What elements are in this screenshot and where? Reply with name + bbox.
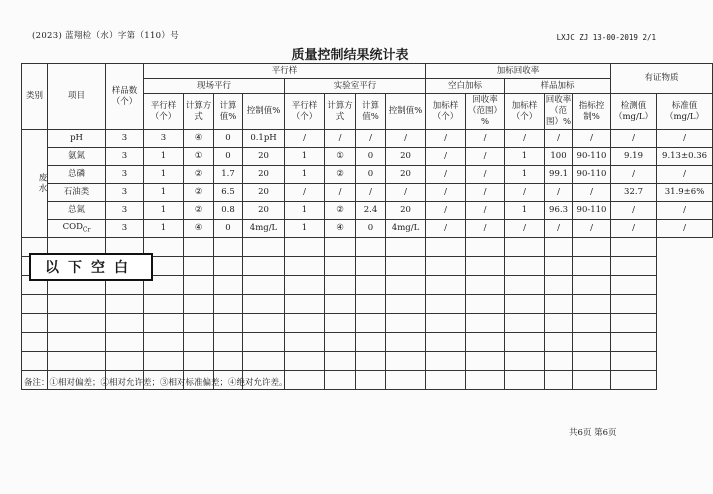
empty-cell [243, 238, 285, 257]
empty-cell [545, 257, 573, 276]
cell-item: 总氮 [48, 202, 106, 220]
cell-ss-n: / [505, 130, 545, 148]
cell-n: 3 [106, 166, 144, 184]
cell-lp-m: / [325, 130, 356, 148]
header-blank-spike: 空白加标 [426, 79, 505, 94]
empty-cell [22, 333, 48, 352]
cell-ss-c: / [573, 130, 611, 148]
empty-cell [356, 257, 386, 276]
cell-ss-c: 90-110 [573, 148, 611, 166]
empty-cell [611, 238, 657, 257]
page-title: 质量控制结果统计表 [291, 48, 409, 63]
table-row [22, 220, 713, 238]
cell-lp-c: / [386, 130, 426, 148]
header-cr-standard: 标准值（mg/L） [657, 94, 713, 130]
empty-cell [356, 333, 386, 352]
cell-cr-m: 9.19 [611, 148, 657, 166]
empty-cell [48, 314, 106, 333]
cell-ss-c: 90-110 [573, 202, 611, 220]
empty-cell [426, 295, 466, 314]
cell-fp-c: 20 [243, 166, 285, 184]
empty-cell [573, 333, 611, 352]
cell-fp-v: 6.5 [214, 184, 243, 202]
cell-fp-m: ② [184, 202, 214, 220]
empty-cell [214, 257, 243, 276]
empty-cell [243, 352, 285, 371]
cell-lp-c: 20 [386, 148, 426, 166]
empty-cell [325, 314, 356, 333]
cell-bs-r: / [466, 220, 505, 238]
empty-cell [184, 257, 214, 276]
cell-bs-n: / [426, 184, 466, 202]
empty-cell [611, 295, 657, 314]
cell-cr-m: / [611, 220, 657, 238]
cell-ss-r: / [545, 184, 573, 202]
empty-cell [243, 276, 285, 295]
empty-cell [144, 333, 184, 352]
header-field-parallel: 现场平行 [144, 79, 285, 94]
cell-lp-c: / [386, 184, 426, 202]
empty-cell [325, 276, 356, 295]
empty-cell [243, 314, 285, 333]
empty-cell [386, 276, 426, 295]
empty-cell [545, 276, 573, 295]
empty-cell [214, 352, 243, 371]
empty-table-row [22, 352, 713, 371]
empty-cell [184, 276, 214, 295]
header-bs-recovery: 回收率（范围）% [466, 94, 505, 130]
empty-cell [106, 314, 144, 333]
empty-cell [426, 371, 466, 390]
cell-lp-v: / [356, 184, 386, 202]
empty-cell [573, 314, 611, 333]
header-bs-count: 加标样（个） [426, 94, 466, 130]
cell-cr-s: / [657, 220, 713, 238]
cell-fp-c: 0.1pH [243, 130, 285, 148]
cell-lp-m: ② [325, 202, 356, 220]
cell-cr-m: / [611, 202, 657, 220]
empty-cell [466, 314, 505, 333]
cell-fp-n: 1 [144, 148, 184, 166]
cell-lp-v: 0 [356, 220, 386, 238]
empty-cell [545, 238, 573, 257]
table-row [22, 184, 713, 202]
empty-cell [325, 333, 356, 352]
empty-cell [106, 295, 144, 314]
cell-fp-m: ④ [184, 130, 214, 148]
table-row [22, 148, 713, 166]
empty-cell [611, 257, 657, 276]
cell-ss-n: / [505, 220, 545, 238]
empty-cell [386, 371, 426, 390]
cell-bs-n: / [426, 166, 466, 184]
empty-cell [356, 238, 386, 257]
empty-cell [22, 352, 48, 371]
cell-lp-m: ① [325, 148, 356, 166]
empty-cell [545, 314, 573, 333]
cell-bs-r: / [466, 184, 505, 202]
cell-item: pH [48, 130, 106, 148]
empty-table-row [22, 295, 713, 314]
cell-n: 3 [106, 130, 144, 148]
empty-cell [325, 295, 356, 314]
empty-cell [505, 333, 545, 352]
cell-fp-c: 20 [243, 184, 285, 202]
empty-cell [184, 352, 214, 371]
header-ss-index: 指标控制% [573, 94, 611, 130]
form-code: LXJC ZJ 13-00-2019 2/1 [556, 33, 656, 42]
empty-cell [386, 257, 426, 276]
header-spike-recovery: 加标回收率 [426, 64, 611, 79]
empty-cell [243, 333, 285, 352]
empty-cell [325, 371, 356, 390]
cell-lp-m: ④ [325, 220, 356, 238]
empty-cell [214, 276, 243, 295]
empty-cell [184, 295, 214, 314]
cell-ss-r: / [545, 130, 573, 148]
cell-item-subscript: Cr [82, 226, 91, 234]
category-cell: 废水 [22, 130, 48, 238]
empty-cell [466, 238, 505, 257]
empty-cell [545, 295, 573, 314]
cell-fp-m: ④ [184, 220, 214, 238]
header-lp-method: 计算方式 [325, 94, 356, 130]
empty-cell [285, 352, 325, 371]
empty-cell [356, 314, 386, 333]
cell-lp-n: 1 [285, 166, 325, 184]
empty-cell [426, 352, 466, 371]
cell-bs-n: / [426, 148, 466, 166]
cell-ss-c: / [573, 184, 611, 202]
cell-fp-c: 20 [243, 202, 285, 220]
empty-cell [243, 295, 285, 314]
header-cr-measured: 检测值（mg/L） [611, 94, 657, 130]
cell-cr-m: / [611, 130, 657, 148]
table-row [22, 130, 713, 148]
empty-cell [48, 333, 106, 352]
header-ss-recovery: 回收率（范围）% [545, 94, 573, 130]
empty-cell [356, 371, 386, 390]
header-sample-count: 样品数（个） [106, 64, 144, 130]
cell-bs-n: / [426, 220, 466, 238]
header-fp-count: 平行样（个） [144, 94, 184, 130]
cell-ss-n: / [505, 184, 545, 202]
empty-cell [48, 352, 106, 371]
empty-cell [214, 238, 243, 257]
empty-cell [356, 352, 386, 371]
empty-cell [386, 333, 426, 352]
header-sample-spike: 样品加标 [505, 79, 611, 94]
header-lp-control: 控制值% [386, 94, 426, 130]
empty-cell [184, 333, 214, 352]
table-row [22, 202, 713, 220]
cell-fp-v: 1.7 [214, 166, 243, 184]
empty-cell [505, 238, 545, 257]
cell-lp-v: / [356, 130, 386, 148]
cell-ss-c: 90-110 [573, 166, 611, 184]
empty-cell [386, 295, 426, 314]
empty-cell [285, 238, 325, 257]
empty-cell [426, 238, 466, 257]
empty-cell [325, 238, 356, 257]
blank-below-stamp: 以下空白 [29, 253, 153, 281]
header-parallel: 平行样 [144, 64, 426, 79]
empty-cell [505, 371, 545, 390]
cell-bs-r: / [466, 130, 505, 148]
cell-cr-s: 9.13±0.36 [657, 148, 713, 166]
cell-bs-n: / [426, 202, 466, 220]
empty-cell [426, 333, 466, 352]
cell-fp-n: 1 [144, 220, 184, 238]
empty-cell [325, 352, 356, 371]
empty-cell [611, 352, 657, 371]
empty-cell [573, 371, 611, 390]
cell-lp-c: 20 [386, 166, 426, 184]
cell-fp-n: 1 [144, 184, 184, 202]
empty-cell [48, 295, 106, 314]
empty-cell [285, 257, 325, 276]
header-certified-ref: 有证物质 [611, 64, 713, 94]
empty-cell [144, 295, 184, 314]
empty-cell [356, 276, 386, 295]
cell-n: 3 [106, 220, 144, 238]
cell-fp-c: 4mg/L [243, 220, 285, 238]
empty-cell [214, 333, 243, 352]
empty-cell [611, 333, 657, 352]
empty-cell [505, 314, 545, 333]
empty-cell [184, 314, 214, 333]
empty-cell [214, 314, 243, 333]
cell-lp-n: / [285, 130, 325, 148]
cell-cr-s: / [657, 166, 713, 184]
cell-fp-v: 0 [214, 130, 243, 148]
empty-cell [285, 333, 325, 352]
empty-cell [386, 352, 426, 371]
cell-lp-v: 0 [356, 148, 386, 166]
header-fp-control: 控制值% [243, 94, 285, 130]
header-fp-method: 计算方式 [184, 94, 214, 130]
header-lp-count: 平行样（个） [285, 94, 325, 130]
cell-ss-n: 1 [505, 148, 545, 166]
empty-cell [573, 295, 611, 314]
empty-cell [545, 371, 573, 390]
empty-cell [22, 314, 48, 333]
empty-cell [466, 257, 505, 276]
empty-table-row [22, 314, 713, 333]
cell-bs-n: / [426, 130, 466, 148]
page-number: 共6页 第6页 [569, 428, 617, 438]
cell-cr-m: 32.7 [611, 184, 657, 202]
empty-cell [545, 352, 573, 371]
cell-fp-c: 20 [243, 148, 285, 166]
cell-fp-n: 3 [144, 130, 184, 148]
cell-item: 石油类 [48, 184, 106, 202]
cell-item: 氨氮 [48, 148, 106, 166]
empty-cell [214, 295, 243, 314]
cell-lp-m: ② [325, 166, 356, 184]
cell-fp-v: 0 [214, 148, 243, 166]
empty-cell [505, 276, 545, 295]
cell-cr-s: / [657, 202, 713, 220]
table-row [22, 166, 713, 184]
empty-cell [243, 257, 285, 276]
cell-fp-v: 0.8 [214, 202, 243, 220]
cell-n: 3 [106, 202, 144, 220]
cell-n: 3 [106, 184, 144, 202]
header-category: 类别 [22, 64, 48, 130]
document-number: (2023) 蓝翔检（水）字第（110）号 [32, 31, 179, 41]
empty-cell [426, 257, 466, 276]
empty-table-row [22, 333, 713, 352]
cell-lp-m: / [325, 184, 356, 202]
cell-cr-m: / [611, 166, 657, 184]
empty-cell [505, 295, 545, 314]
cell-fp-m: ② [184, 166, 214, 184]
cell-bs-r: / [466, 166, 505, 184]
cell-fp-m: ① [184, 148, 214, 166]
cell-ss-n: 1 [505, 202, 545, 220]
empty-cell [285, 314, 325, 333]
cell-lp-n: 1 [285, 148, 325, 166]
empty-cell [573, 276, 611, 295]
empty-cell [386, 238, 426, 257]
cell-fp-n: 1 [144, 202, 184, 220]
cell-lp-c: 4mg/L [386, 220, 426, 238]
empty-cell [573, 238, 611, 257]
empty-cell [573, 352, 611, 371]
empty-cell [505, 352, 545, 371]
empty-cell [611, 276, 657, 295]
empty-cell [466, 352, 505, 371]
empty-cell [505, 257, 545, 276]
cell-ss-n: 1 [505, 166, 545, 184]
empty-cell [573, 257, 611, 276]
empty-cell [466, 371, 505, 390]
footnote: 备注：①相对偏差；②相对允许差；③相对标准偏差；④绝对允许差。 [24, 378, 288, 388]
empty-cell [386, 314, 426, 333]
empty-cell [466, 333, 505, 352]
cell-fp-m: ② [184, 184, 214, 202]
cell-cr-s: 31.9±6% [657, 184, 713, 202]
cell-ss-c: / [573, 220, 611, 238]
header-lab-parallel: 实验室平行 [285, 79, 426, 94]
empty-cell [426, 276, 466, 295]
cell-lp-v: 0 [356, 166, 386, 184]
cell-lp-n: 1 [285, 220, 325, 238]
empty-cell [144, 314, 184, 333]
cell-item: $COD_{Cr}$ [48, 220, 106, 238]
cell-cr-s: / [657, 130, 713, 148]
header-lp-value: 计算值% [356, 94, 386, 130]
empty-cell [356, 295, 386, 314]
cell-ss-r: 99.1 [545, 166, 573, 184]
cell-ss-r: / [545, 220, 573, 238]
header-fp-value: 计算值% [214, 94, 243, 130]
cell-bs-r: / [466, 202, 505, 220]
empty-cell [466, 295, 505, 314]
cell-fp-n: 1 [144, 166, 184, 184]
cell-lp-n: 1 [285, 202, 325, 220]
empty-cell [466, 276, 505, 295]
header-item: 项目 [48, 64, 106, 130]
empty-cell [426, 314, 466, 333]
empty-cell [184, 238, 214, 257]
empty-cell [285, 295, 325, 314]
qc-results-table [21, 63, 713, 390]
empty-cell [545, 333, 573, 352]
cell-item: 总磷 [48, 166, 106, 184]
empty-cell [285, 276, 325, 295]
header-ss-count: 加标样（个） [505, 94, 545, 130]
cell-lp-v: 2.4 [356, 202, 386, 220]
cell-bs-r: / [466, 148, 505, 166]
cell-n: 3 [106, 148, 144, 166]
empty-cell [285, 371, 325, 390]
empty-cell [106, 333, 144, 352]
cell-lp-n: / [285, 184, 325, 202]
empty-cell [106, 352, 144, 371]
empty-cell [22, 295, 48, 314]
empty-cell [611, 371, 657, 390]
cell-ss-r: 96.3 [545, 202, 573, 220]
empty-cell [144, 352, 184, 371]
cell-ss-r: 100 [545, 148, 573, 166]
empty-cell [325, 257, 356, 276]
cell-fp-v: 0 [214, 220, 243, 238]
empty-cell [611, 314, 657, 333]
cell-lp-c: 20 [386, 202, 426, 220]
